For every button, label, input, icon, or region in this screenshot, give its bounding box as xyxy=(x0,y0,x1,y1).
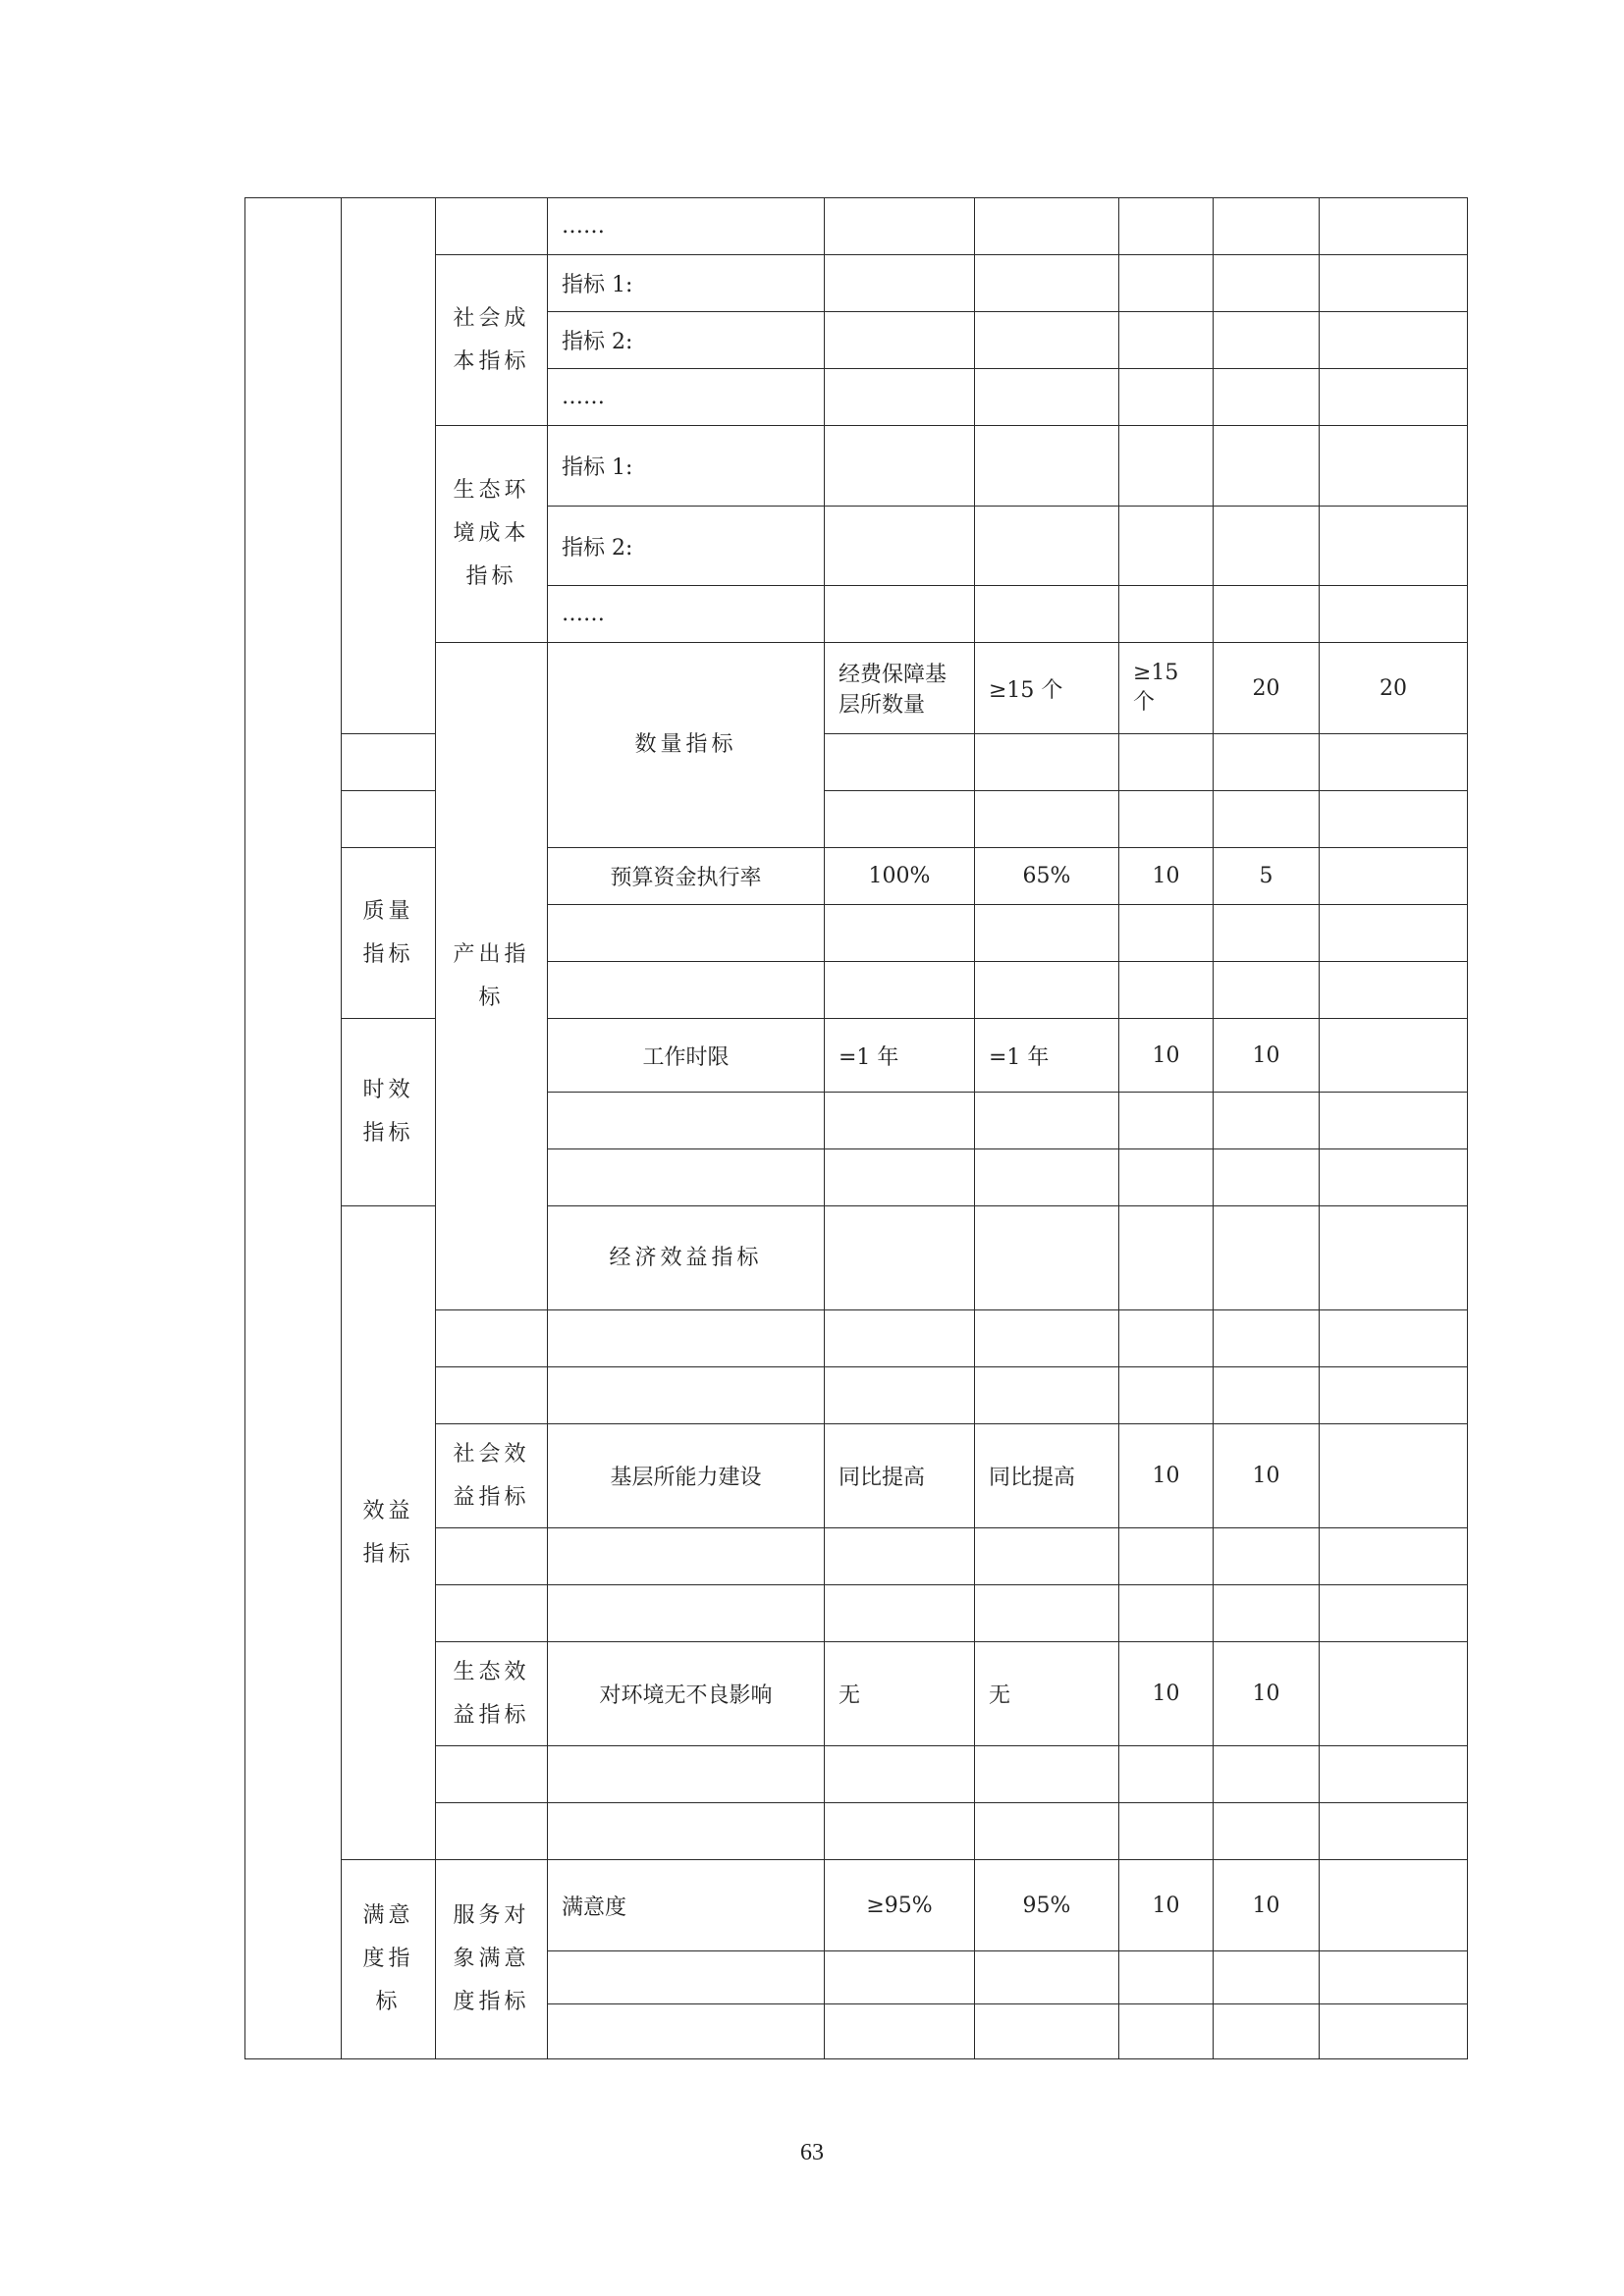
actual-cell xyxy=(975,198,1119,255)
indicator-name-cell: 基层所能力建设 xyxy=(548,1424,825,1528)
score-cell: 10 xyxy=(1214,1424,1320,1528)
table-row xyxy=(245,848,1468,905)
weight-cell: 10 xyxy=(1119,1860,1214,1951)
score-cell: 10 xyxy=(1214,1642,1320,1746)
actual-cell: 65% xyxy=(975,848,1119,905)
weight-cell: 10 xyxy=(1119,848,1214,905)
sub-category-eco-benefit: 生态效 益指标 xyxy=(436,1642,548,1746)
indicator-name-cell: 满意度 xyxy=(548,1860,825,1951)
indicator-name-cell: …… xyxy=(548,369,825,426)
cost-sub-blank xyxy=(436,198,548,255)
weight-cell xyxy=(1119,198,1214,255)
indicator-name-cell: 对环境无不良影响 xyxy=(548,1642,825,1746)
performance-indicator-table xyxy=(244,197,1468,2059)
actual-cell: 同比提高 xyxy=(975,1424,1119,1528)
group-benefit: 效益 指标 xyxy=(342,1206,436,1860)
sub-category-social-cost: 社会成 本指标 xyxy=(436,255,548,426)
target-cell: 同比提高 xyxy=(825,1424,975,1528)
indicator-name-cell: …… xyxy=(548,198,825,255)
group-output: 产出指 标 xyxy=(436,643,548,1310)
sub-category-social-benefit: 社会效 益指标 xyxy=(436,1424,548,1528)
cost-group-cell xyxy=(342,198,436,734)
indicator-name-cell: 工作时限 xyxy=(548,1019,825,1093)
sub-category-quality: 质量 指标 xyxy=(342,848,436,1019)
page-number: 63 xyxy=(800,2140,824,2165)
table-row xyxy=(245,791,1468,848)
indicator-name-cell: 指标 2: xyxy=(548,312,825,369)
indicator-name-cell: 指标 1: xyxy=(548,255,825,312)
score-cell: 10 xyxy=(1214,1860,1320,1951)
indicator-name-cell: 经费保障基层所数量 xyxy=(825,643,975,734)
target-cell: 100% xyxy=(825,848,975,905)
table-row xyxy=(245,1019,1468,1093)
table-row xyxy=(245,734,1468,791)
indicator-name-cell: 指标 1: xyxy=(548,426,825,507)
outer-blank-cell xyxy=(245,198,342,2059)
sub-category-quantity: 数量指标 xyxy=(548,643,825,848)
actual-cell: ≥15 个 xyxy=(1119,643,1214,734)
target-cell: 无 xyxy=(825,1642,975,1746)
weight-cell: 20 xyxy=(1214,643,1320,734)
table-row xyxy=(245,1206,1468,1310)
indicator-name-cell: 预算资金执行率 xyxy=(548,848,825,905)
score-cell: 20 xyxy=(1320,643,1468,734)
target-cell: =1 年 xyxy=(825,1019,975,1093)
score-cell: 10 xyxy=(1214,1019,1320,1093)
actual-cell: 95% xyxy=(975,1860,1119,1951)
actual-cell: 无 xyxy=(975,1642,1119,1746)
target-cell: ≥15 个 xyxy=(975,643,1119,734)
target-cell xyxy=(825,198,975,255)
score-cell: 5 xyxy=(1214,848,1320,905)
sub-category-timeliness: 时效 指标 xyxy=(342,1019,436,1206)
weight-cell: 10 xyxy=(1119,1642,1214,1746)
table-row xyxy=(245,1860,1468,1951)
remark-cell xyxy=(1320,198,1468,255)
table-row xyxy=(245,198,1468,255)
score-cell xyxy=(1214,198,1320,255)
target-cell: ≥95% xyxy=(825,1860,975,1951)
sub-category-satisfaction: 服务对 象满意 度指标 xyxy=(436,1860,548,2059)
actual-cell: =1 年 xyxy=(975,1019,1119,1093)
group-satisfaction: 满意 度指 标 xyxy=(342,1860,436,2059)
sub-category-economic: 经济效益指标 xyxy=(548,1206,825,1310)
sub-category-eco-cost: 生态环 境成本 指标 xyxy=(436,426,548,643)
weight-cell: 10 xyxy=(1119,1424,1214,1528)
indicator-name-cell: …… xyxy=(548,586,825,643)
weight-cell: 10 xyxy=(1119,1019,1214,1093)
indicator-name-cell: 指标 2: xyxy=(548,507,825,586)
